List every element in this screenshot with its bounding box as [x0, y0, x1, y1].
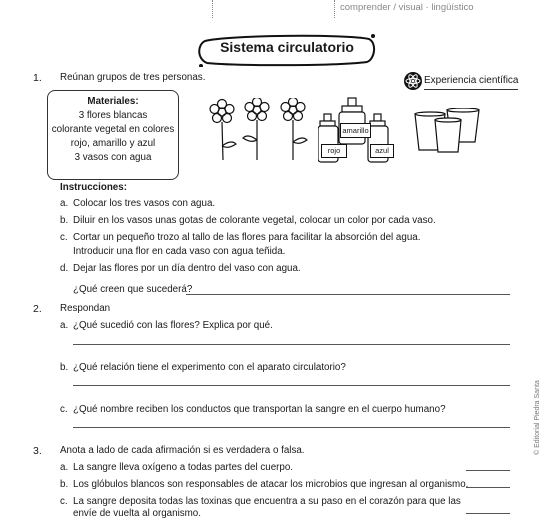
- step-letter: c.: [60, 232, 68, 243]
- item-text: Los glóbulos blancos son responsables de atacar los microbios que ingresan al organismo.: [73, 479, 469, 490]
- step-text: Dejar las flores por un día dentro del vaso con agua.: [73, 263, 301, 274]
- question-text: Respondan: [60, 303, 111, 314]
- step-text: Diluir en los vasos unas gotas de colorante vegetal, colocar un color por cada vaso.: [73, 215, 436, 226]
- question-number: 3.: [33, 445, 42, 457]
- true-false-answer-line[interactable]: [466, 513, 510, 514]
- answer-line[interactable]: [73, 427, 510, 428]
- bottle-label-azul: azul: [370, 144, 394, 158]
- question-number: 2.: [33, 303, 42, 315]
- item-text: La sangre deposita todas las toxinas que encuentra a su paso en el corazón para que las: [73, 496, 461, 507]
- item-text: ¿Qué relación tiene el experimento con el aparato circulatorio?: [73, 362, 346, 373]
- header-subtitle: comprender / visual · lingüístico: [340, 2, 474, 13]
- item-text: La sangre lleva oxígeno a todas partes del cuerpo.: [73, 462, 294, 473]
- materials-title: Materiales:: [87, 96, 139, 107]
- answer-line[interactable]: [73, 385, 510, 386]
- materials-item: rojo, amarillo y azul: [70, 138, 156, 149]
- item-letter: a.: [60, 320, 69, 331]
- step-text: Introducir una flor en cada vaso con agua teñida.: [73, 246, 286, 257]
- materials-item: 3 vasos con agua: [74, 152, 152, 163]
- materials-box: [47, 90, 179, 180]
- bottle-label-rojo: rojo: [321, 144, 347, 158]
- badge-underline: [424, 89, 518, 90]
- item-text: envíe de vuelta al organismo.: [73, 508, 201, 519]
- item-letter: b.: [60, 479, 69, 490]
- true-false-answer-line[interactable]: [466, 470, 510, 471]
- header-rule: [334, 0, 550, 1]
- copyright-note: © Editorial Piedra Santa: [534, 380, 541, 455]
- header-divider: [212, 0, 213, 18]
- materials-item: 3 flores blancas: [78, 110, 148, 121]
- item-text: ¿Qué nombre reciben los conductos que transportan la sangre en el cuerpo humano?: [73, 404, 446, 415]
- answer-line[interactable]: [186, 294, 510, 295]
- step-letter: a.: [60, 198, 69, 209]
- step-letter: b.: [60, 215, 69, 226]
- page-title: Sistema circulatorio: [220, 39, 354, 55]
- instructions-title: Instrucciones:: [60, 182, 127, 193]
- true-false-answer-line[interactable]: [466, 487, 510, 488]
- materials-item: colorante vegetal en colores: [51, 124, 175, 135]
- answer-line[interactable]: [73, 344, 510, 345]
- step-text: Cortar un pequeño trozo al tallo de las flores para facilitar la absorción del agua.: [73, 232, 421, 243]
- question-number: 1.: [33, 72, 42, 84]
- question-text: Anota a lado de cada afirmación si es verdadera o falsa.: [60, 445, 305, 456]
- question-text: Reúnan grupos de tres personas.: [60, 72, 206, 83]
- header-divider: [334, 0, 335, 18]
- prediction-question: ¿Qué creen que sucederá?: [73, 284, 193, 295]
- step-text: Colocar los tres vasos con agua.: [73, 198, 216, 209]
- badge-label: Experiencia científica: [424, 75, 519, 86]
- item-letter: a.: [60, 462, 69, 473]
- glasses-illustration: [413, 108, 485, 154]
- item-letter: b.: [60, 362, 69, 373]
- step-letter: d.: [60, 263, 69, 274]
- flowers-illustration: [205, 98, 315, 162]
- page-title-frame: [197, 33, 377, 63]
- item-letter: c.: [60, 404, 68, 415]
- item-text: ¿Qué sucedió con las flores? Explica por qué.: [73, 320, 273, 331]
- atom-icon: [403, 71, 423, 96]
- item-letter: c.: [60, 496, 68, 507]
- bottle-label-amarillo: amarillo: [340, 123, 371, 138]
